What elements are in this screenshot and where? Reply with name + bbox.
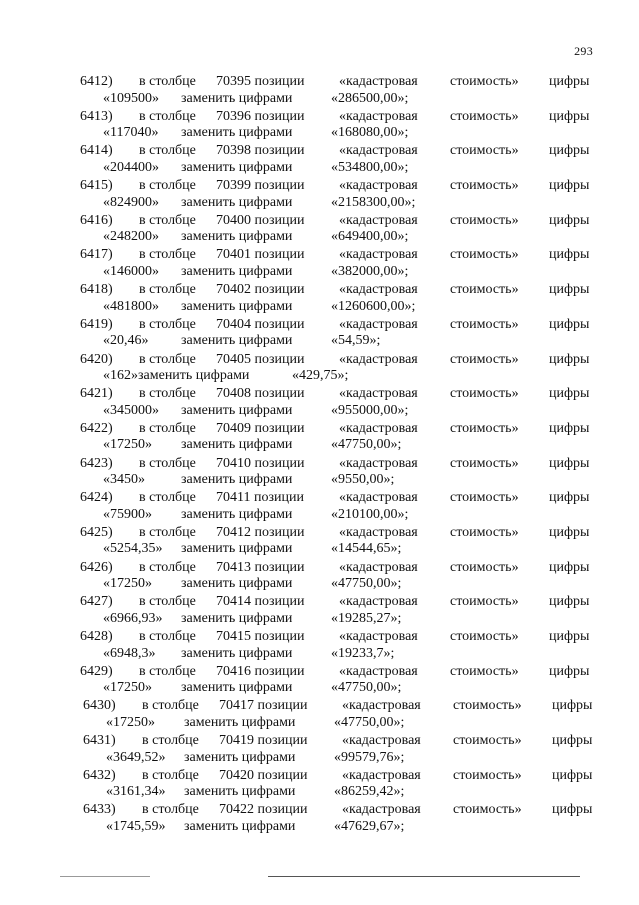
old-value: «6966,93» <box>103 610 163 626</box>
replace-label: заменить цифрами <box>181 125 293 141</box>
old-value: «204400» <box>103 159 159 175</box>
replace-label: заменить цифрами <box>181 229 293 245</box>
new-value: «47750,00»; <box>331 680 402 696</box>
item-number: 6420) <box>80 351 113 367</box>
cadastral-label: «кадастровая <box>339 524 418 540</box>
cadastral-label: «кадастровая <box>342 733 421 749</box>
new-value: «429,75»; <box>292 368 349 383</box>
cadastral-label: «кадастровая <box>339 420 418 436</box>
column-label: в столбце <box>139 663 196 679</box>
list-item <box>0 108 639 143</box>
digits-label: цифры <box>549 212 590 228</box>
cadastral-label: «кадастровая <box>339 629 418 644</box>
list-item <box>0 697 639 732</box>
old-value: «248200» <box>103 229 159 245</box>
item-number: 6415) <box>80 178 113 194</box>
old-value: «5254,35» <box>103 541 163 557</box>
digits-label: цифры <box>549 316 590 332</box>
column-label: в столбце <box>139 247 196 263</box>
position-label: 70398 позиции <box>216 143 305 159</box>
replace-label: заменить цифрами <box>181 402 293 418</box>
item-number: 6423) <box>80 455 113 471</box>
item-number: 6425) <box>80 524 113 540</box>
value-label: стоимость» <box>453 733 522 749</box>
item-number: 6419) <box>80 316 113 332</box>
digits-label: цифры <box>549 351 590 367</box>
position-label: 70419 позиции <box>219 733 308 749</box>
value-label: стоимость» <box>450 351 519 367</box>
old-value: «75900» <box>103 506 152 522</box>
list-item <box>0 732 639 767</box>
item-number: 6426) <box>80 559 113 575</box>
item-number: 6424) <box>80 490 113 506</box>
item-number: 6413) <box>80 108 113 124</box>
position-label: 70414 позиции <box>216 594 305 610</box>
cadastral-label: «кадастровая <box>339 316 418 332</box>
old-value: «17250» <box>103 576 152 592</box>
value-label: стоимость» <box>453 802 522 818</box>
replace-label: заменить цифрами <box>181 298 293 314</box>
footer-rule <box>268 876 580 877</box>
replace-label: заменить цифрами <box>181 159 293 175</box>
cadastral-label: «кадастровая <box>342 802 421 818</box>
column-label: в столбце <box>139 524 196 540</box>
item-number: 6429) <box>80 663 113 679</box>
list-item <box>0 420 639 455</box>
cadastral-label: «кадастровая <box>339 247 418 263</box>
new-value: «649400,00»; <box>331 229 409 245</box>
column-label: в столбце <box>139 490 196 506</box>
column-label: в столбце <box>139 351 196 367</box>
position-label: 70417 позиции <box>219 698 308 714</box>
list-item <box>0 524 639 559</box>
digits-label: цифры <box>549 524 590 540</box>
replace-label: заменить цифрами <box>184 818 296 834</box>
column-label: в столбце <box>139 559 196 575</box>
column-label: в столбце <box>142 802 199 818</box>
new-value: «47750,00»; <box>331 437 402 453</box>
digits-label: цифры <box>549 74 590 89</box>
old-value: «1745,59» <box>106 818 166 834</box>
position-label: 70395 позиции <box>216 74 305 89</box>
column-label: в столбце <box>139 455 196 471</box>
value-label: стоимость» <box>450 212 519 228</box>
digits-label: цифры <box>549 282 590 298</box>
cadastral-label: «кадастровая <box>339 143 418 159</box>
digits-label: цифры <box>552 802 593 818</box>
position-label: 70412 позиции <box>216 524 305 540</box>
digits-label: цифры <box>549 420 590 436</box>
cadastral-label: «кадастровая <box>339 178 418 194</box>
item-number: 6422) <box>80 420 113 436</box>
cadastral-label: «кадастровая <box>342 698 421 714</box>
cadastral-label: «кадастровая <box>339 74 418 89</box>
replace-label: заменить цифрами <box>181 680 293 696</box>
new-value: «382000,00»; <box>331 263 409 279</box>
value-label: стоимость» <box>450 420 519 436</box>
position-label: 70404 позиции <box>216 316 305 332</box>
old-value: «17250» <box>106 714 155 730</box>
position-label: 70410 позиции <box>216 455 305 471</box>
list-item <box>0 73 639 108</box>
cadastral-label: «кадастровая <box>339 490 418 506</box>
position-label: 70405 позиции <box>216 351 305 367</box>
item-number: 6433) <box>83 802 116 818</box>
list-item <box>0 559 639 594</box>
cadastral-label: «кадастровая <box>339 386 418 402</box>
digits-label: цифры <box>549 594 590 610</box>
item-number: 6416) <box>80 212 113 228</box>
position-label: 70399 позиции <box>216 178 305 194</box>
value-label: стоимость» <box>453 767 522 783</box>
value-label: стоимость» <box>450 74 519 89</box>
new-value: «9550,00»; <box>331 472 395 488</box>
digits-label: цифры <box>549 663 590 679</box>
new-value: «955000,00»; <box>331 402 409 418</box>
list-item <box>0 663 639 698</box>
column-label: в столбце <box>139 386 196 402</box>
list-item <box>0 212 639 247</box>
replace-label: заменить цифрами <box>181 506 293 522</box>
cadastral-label: «кадастровая <box>339 455 418 471</box>
item-number: 6432) <box>83 767 116 783</box>
cadastral-label: «кадастровая <box>339 663 418 679</box>
new-value: «2158300,00»; <box>331 194 416 210</box>
new-value: «47629,67»; <box>334 818 405 834</box>
column-label: в столбце <box>139 212 196 228</box>
cadastral-label: «кадастровая <box>339 351 418 367</box>
list-item <box>0 455 639 490</box>
old-value: «20,46» <box>103 333 149 349</box>
value-label: стоимость» <box>450 663 519 679</box>
list-item <box>0 246 639 281</box>
value-label: стоимость» <box>453 698 522 714</box>
old-value: «3649,52» <box>106 749 166 765</box>
footer-rule-left <box>60 876 150 877</box>
position-label: 70402 позиции <box>216 282 305 298</box>
column-label: в столбце <box>139 629 196 644</box>
new-value: «286500,00»; <box>331 90 409 106</box>
list-item <box>0 177 639 212</box>
digits-label: цифры <box>549 629 590 644</box>
replace-label: заменить цифрами <box>184 714 296 730</box>
old-value: «824900» <box>103 194 159 210</box>
replace-label: заменить цифрами <box>184 749 296 765</box>
value-label: стоимость» <box>450 629 519 644</box>
cadastral-label: «кадастровая <box>339 282 418 298</box>
list-item <box>0 593 639 628</box>
old-value: «345000» <box>103 402 159 418</box>
digits-label: цифры <box>552 733 593 749</box>
replace-label: заменить цифрами <box>184 784 296 800</box>
position-label: 70400 позиции <box>216 212 305 228</box>
replace-label: заменить цифрами <box>181 90 293 106</box>
value-label: стоимость» <box>450 282 519 298</box>
cadastral-label: «кадастровая <box>339 108 418 124</box>
cadastral-label: «кадастровая <box>339 212 418 228</box>
digits-label: цифры <box>552 767 593 783</box>
item-number: 6431) <box>83 733 116 749</box>
position-label: 70422 позиции <box>219 802 308 818</box>
list-item <box>0 351 639 386</box>
digits-label: цифры <box>549 455 590 471</box>
new-value: «534800,00»; <box>331 159 409 175</box>
new-value: «14544,65»; <box>331 541 402 557</box>
new-value: «1260600,00»; <box>331 298 416 314</box>
position-label: 70409 позиции <box>216 420 305 436</box>
digits-label: цифры <box>549 143 590 159</box>
item-number: 6418) <box>80 282 113 298</box>
value-label: стоимость» <box>450 247 519 263</box>
item-number: 6430) <box>83 698 116 714</box>
new-value: «19285,27»; <box>331 610 402 626</box>
column-label: в столбце <box>139 316 196 332</box>
old-value: «17250» <box>103 437 152 453</box>
list-item <box>0 281 639 316</box>
position-label: 70415 позиции <box>216 629 305 644</box>
value-label: стоимость» <box>450 178 519 194</box>
new-value: «99579,76»; <box>334 749 405 765</box>
old-value: «162»заменить цифрами <box>103 368 250 383</box>
value-label: стоимость» <box>450 455 519 471</box>
position-label: 70420 позиции <box>219 767 308 783</box>
item-number: 6417) <box>80 247 113 263</box>
item-number: 6414) <box>80 143 113 159</box>
position-label: 70413 позиции <box>216 559 305 575</box>
column-label: в столбце <box>139 108 196 124</box>
replace-label: заменить цифрами <box>181 645 293 661</box>
column-label: в столбце <box>142 767 199 783</box>
digits-label: цифры <box>549 490 590 506</box>
cadastral-label: «кадастровая <box>339 559 418 575</box>
new-value: «54,59»; <box>331 333 381 349</box>
replace-label: заменить цифрами <box>181 263 293 279</box>
column-label: в столбце <box>139 594 196 610</box>
replace-label: заменить цифрами <box>181 541 293 557</box>
digits-label: цифры <box>549 386 590 402</box>
column-label: в столбце <box>139 143 196 159</box>
item-number: 6427) <box>80 594 113 610</box>
value-label: стоимость» <box>450 143 519 159</box>
old-value: «117040» <box>103 125 159 141</box>
old-value: «109500» <box>103 90 159 106</box>
digits-label: цифры <box>549 247 590 263</box>
new-value: «168080,00»; <box>331 125 409 141</box>
replace-label: заменить цифрами <box>181 333 293 349</box>
column-label: в столбце <box>139 178 196 194</box>
value-label: стоимость» <box>450 559 519 575</box>
list-item <box>0 142 639 177</box>
replace-label: заменить цифрами <box>181 437 293 453</box>
list-item <box>0 316 639 351</box>
digits-label: цифры <box>549 178 590 194</box>
list-item <box>0 801 639 836</box>
replace-label: заменить цифрами <box>181 610 293 626</box>
new-value: «19233,7»; <box>331 645 395 661</box>
position-label: 70411 позиции <box>216 490 304 506</box>
item-number: 6421) <box>80 386 113 402</box>
value-label: стоимость» <box>450 386 519 402</box>
replace-label: заменить цифрами <box>181 576 293 592</box>
digits-label: цифры <box>549 108 590 124</box>
position-label: 70396 позиции <box>216 108 305 124</box>
position-label: 70408 позиции <box>216 386 305 402</box>
position-label: 70416 позиции <box>216 663 305 679</box>
position-label: 70401 позиции <box>216 247 305 263</box>
new-value: «86259,42»; <box>334 784 405 800</box>
value-label: стоимость» <box>450 594 519 610</box>
value-label: стоимость» <box>450 490 519 506</box>
new-value: «47750,00»; <box>334 714 405 730</box>
list-item <box>0 767 639 802</box>
cadastral-label: «кадастровая <box>342 767 421 783</box>
old-value: «3161,34» <box>106 784 166 800</box>
old-value: «17250» <box>103 680 152 696</box>
item-number: 6412) <box>80 74 113 89</box>
value-label: стоимость» <box>450 316 519 332</box>
list-item <box>0 628 639 663</box>
replace-label: заменить цифрами <box>181 472 293 488</box>
value-label: стоимость» <box>450 108 519 124</box>
list-item <box>0 385 639 420</box>
new-value: «210100,00»; <box>331 506 409 522</box>
column-label: в столбце <box>142 733 199 749</box>
column-label: в столбце <box>139 282 196 298</box>
new-value: «47750,00»; <box>331 576 402 592</box>
old-value: «3450» <box>103 472 145 488</box>
digits-label: цифры <box>552 698 593 714</box>
old-value: «146000» <box>103 263 159 279</box>
page-number: 293 <box>574 44 593 58</box>
old-value: «6948,3» <box>103 645 156 661</box>
old-value: «481800» <box>103 298 159 314</box>
amendment-list <box>0 73 639 836</box>
column-label: в столбце <box>142 698 199 714</box>
column-label: в столбце <box>139 420 196 436</box>
value-label: стоимость» <box>450 524 519 540</box>
list-item <box>0 489 639 524</box>
item-number: 6428) <box>80 629 113 644</box>
digits-label: цифры <box>549 559 590 575</box>
column-label: в столбце <box>139 74 196 89</box>
replace-label: заменить цифрами <box>181 194 293 210</box>
cadastral-label: «кадастровая <box>339 594 418 610</box>
